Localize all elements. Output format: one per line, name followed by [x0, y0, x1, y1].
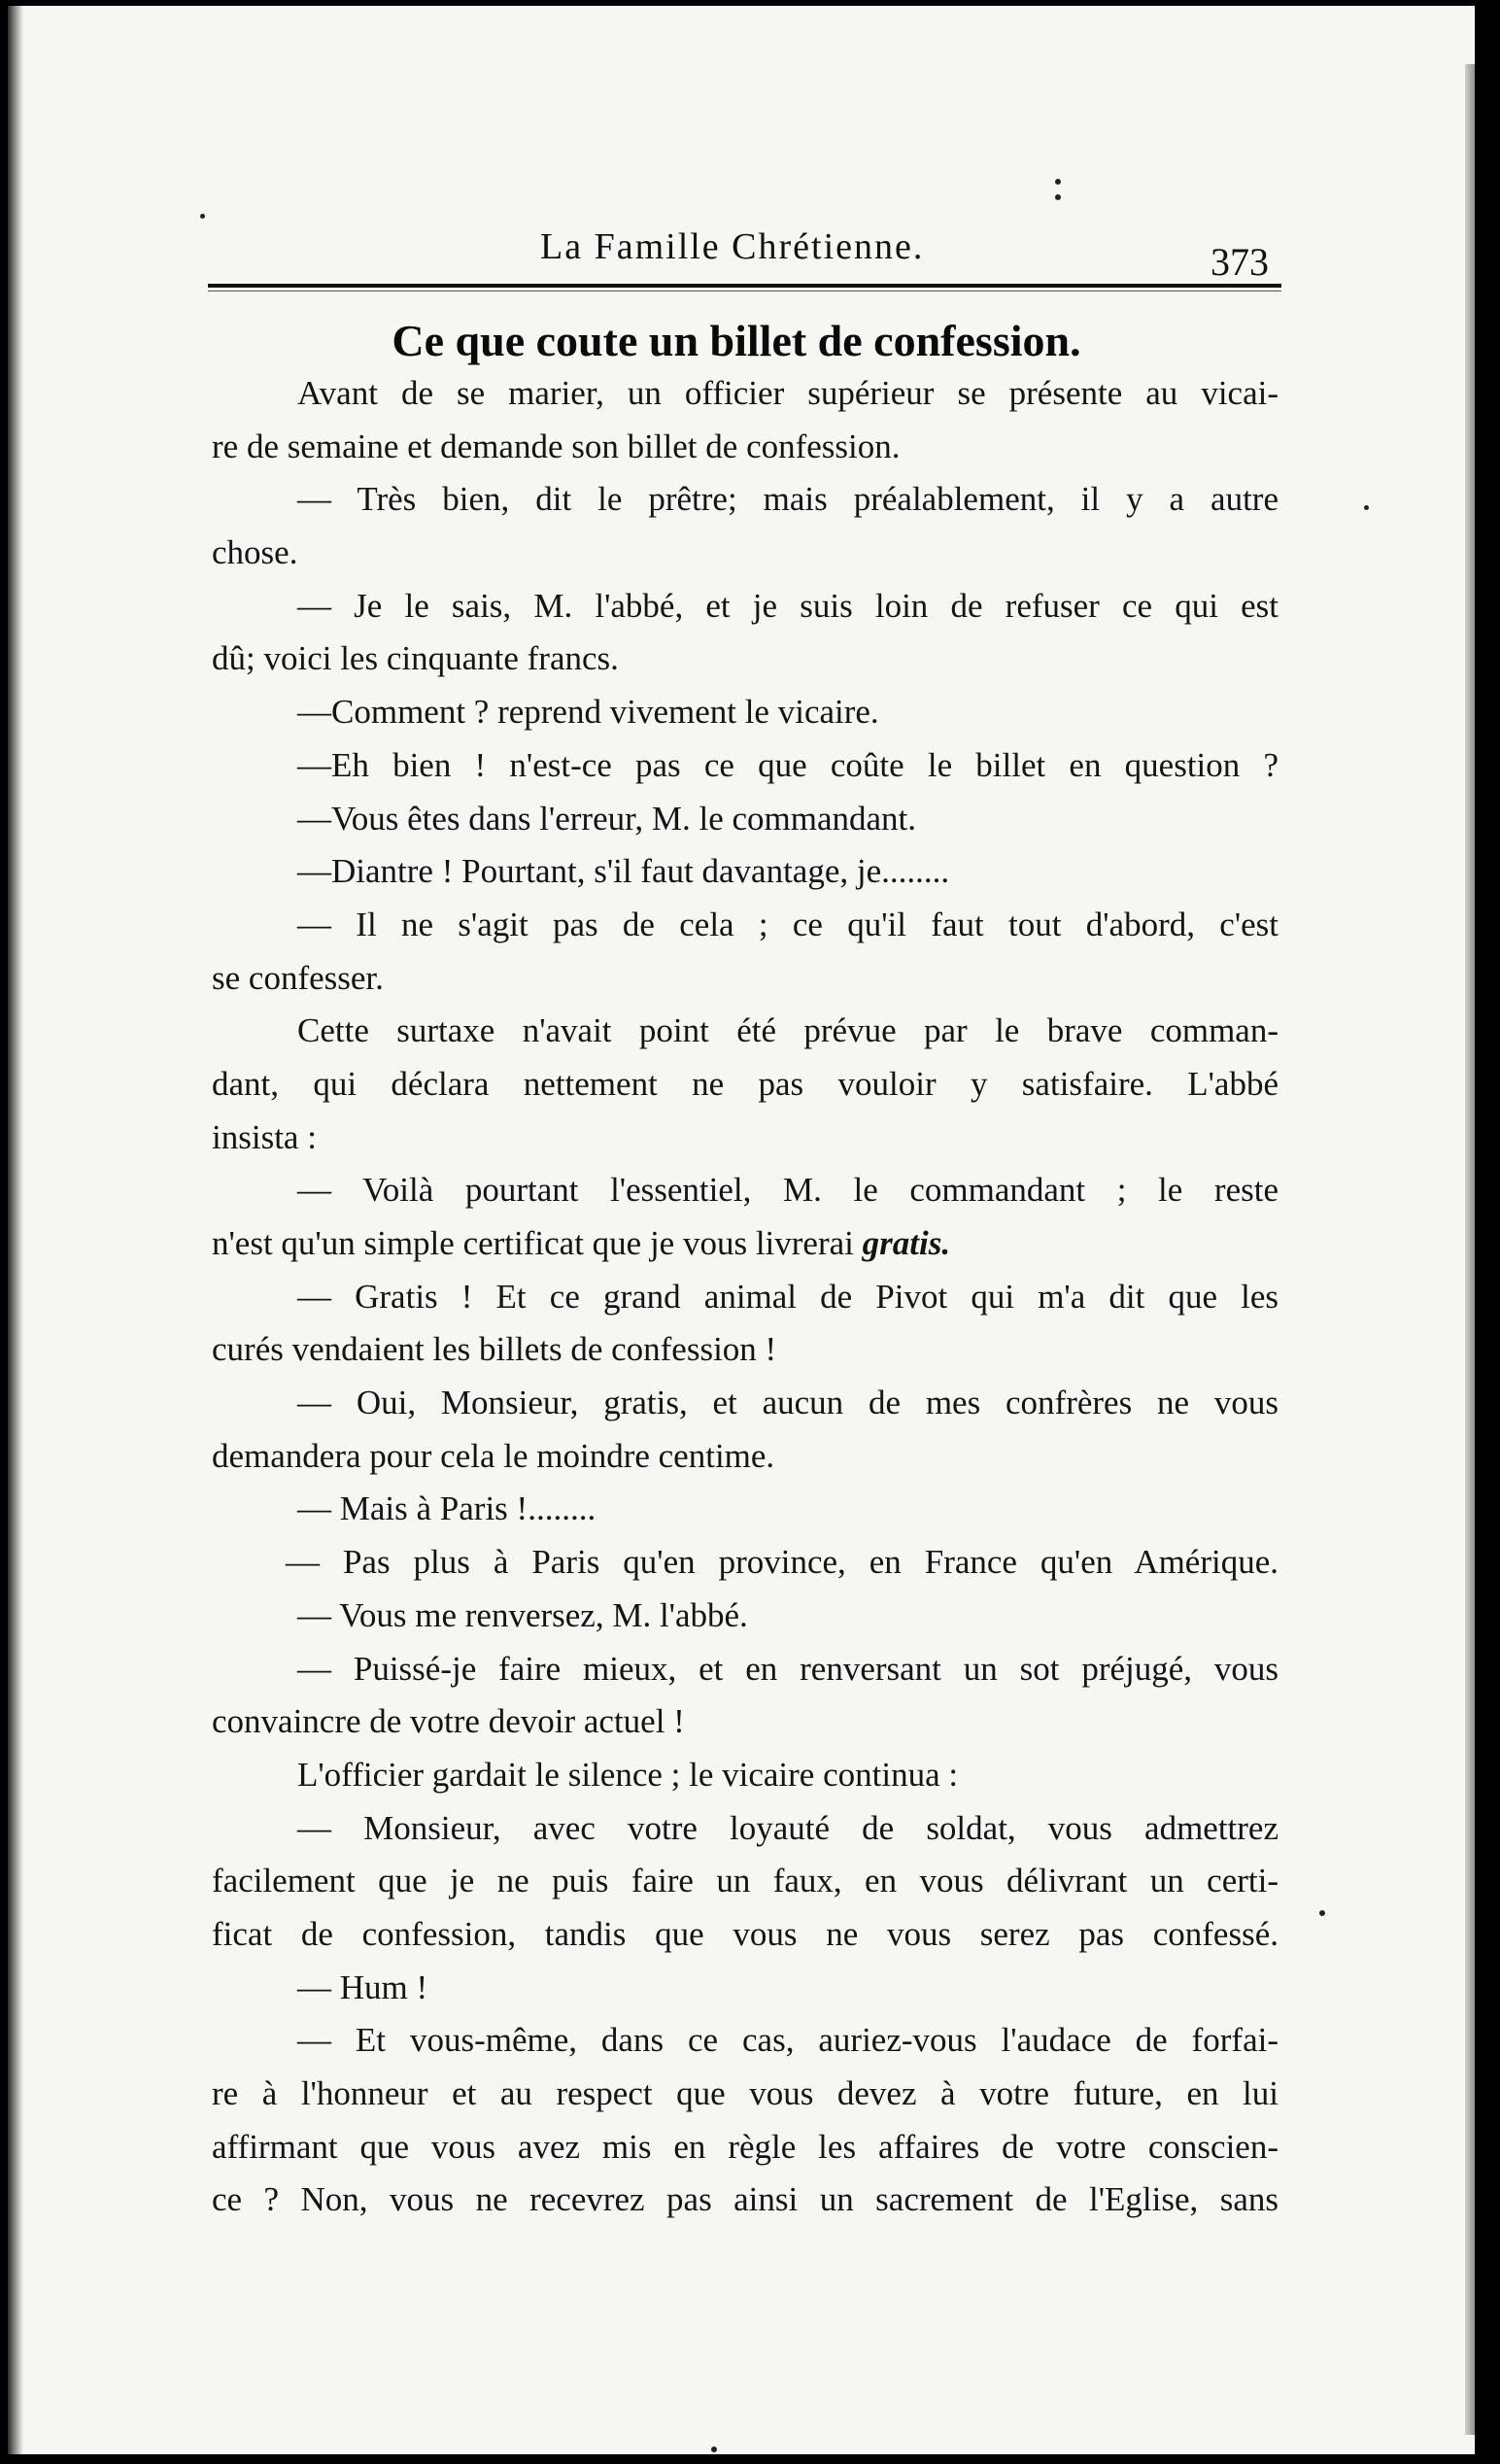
text-line: insista :	[212, 1117, 317, 1156]
text-line: — Très bien, dit le prêtre; mais préalablement, il y a autre	[297, 480, 1278, 519]
ink-speck	[711, 2447, 717, 2452]
text-line: se confesser.	[212, 958, 384, 997]
text-line: — Il ne s'agit pas de cela ; ce qu'il faut tout d'abord, c'est	[297, 905, 1278, 943]
text-line-with-italic	[212, 1217, 1278, 1271]
text-line: — Vous me renversez, M. l'abbé.	[297, 1595, 748, 1634]
text-line: dant, qui déclara nettement ne pas vouloir y satisfaire. L'abbé	[212, 1064, 1278, 1103]
text-line: — Mais à Paris !........	[297, 1489, 597, 1528]
text-line: — Voilà pourtant l'essentiel, M. le commandant ; le reste	[297, 1171, 1278, 1210]
text-line: re de semaine et demande son billet de confession.	[212, 427, 901, 465]
text-line: L'officier gardait le silence ; le vicaire continua :	[297, 1755, 959, 1794]
text-line: affirmant que vous avez mis en règle les affaires de votre conscien-	[212, 2127, 1278, 2166]
text-line: demandera pour cela le moindre centime.	[212, 1436, 775, 1475]
text-line: — Oui, Monsieur, gratis, et aucun de mes confrères ne vous	[297, 1384, 1278, 1422]
header-rule	[208, 284, 1281, 288]
text-line-part: n'est qu'un simple certificat que je vous livrerai	[212, 1224, 854, 1262]
article-title: Ce que coute un billet de confession.	[392, 316, 1081, 365]
text-line: — Gratis ! Et ce grand animal de Pivot qui m'a dit que les	[297, 1277, 1278, 1316]
ink-speck	[1319, 1910, 1325, 1916]
text-line: curés vendaient les billets de confession !	[212, 1330, 777, 1369]
text-line: re à l'honneur et au respect que vous devez à votre future, en lui	[212, 2074, 1278, 2112]
running-head: La Famille Chrétienne.	[540, 226, 925, 267]
text-line: —Eh bien ! n'est-ce pas ce que coûte le billet en question ?	[297, 745, 1278, 784]
text-line: chose.	[212, 533, 298, 572]
text-line: Avant de se marier, un officier supérieur se présente au vicai-	[297, 374, 1278, 412]
page-left-shadow	[8, 6, 23, 2454]
page-right-edge	[1465, 64, 1475, 2435]
text-line: — Pas plus à Paris qu'en province, en France qu'en Amérique.	[286, 1543, 1278, 1582]
ink-speck	[1055, 179, 1061, 185]
text-line: —Vous êtes dans l'erreur, M. le commandant.	[297, 799, 917, 838]
text-line: — Hum !	[297, 1968, 428, 2006]
text-line: ce ? Non, vous ne recevrez pas ainsi un sacrement de l'Eglise, sans	[212, 2180, 1278, 2219]
body-text	[212, 367, 1278, 2227]
book-page	[8, 6, 1475, 2454]
text-line: facilement que je ne puis faire un faux, en vous délivrant un certi-	[212, 1862, 1278, 1900]
text-line: convaincre de votre devoir actuel !	[212, 1702, 685, 1741]
text-line: —Diantre ! Pourtant, s'il faut davantage, je........	[297, 852, 950, 891]
text-line: — Je le sais, M. l'abbé, et je suis loin de refuser ce qui est	[297, 586, 1278, 625]
text-line: dû; voici les cinquante francs.	[212, 639, 619, 678]
text-line: ficat de confession, tandis que vous ne vous serez pas confessé.	[212, 1914, 1278, 1953]
page-number: 373	[1210, 240, 1269, 284]
text-line: —Comment ? reprend vivement le vicaire.	[297, 693, 879, 732]
text-line: — Et vous-même, dans ce cas, auriez-vous l'audace de forfai-	[297, 2021, 1278, 2060]
text-line: — Puissé-je faire mieux, et en renversant un sot préjugé, vous	[297, 1649, 1278, 1688]
ink-speck	[1364, 505, 1369, 510]
italic-word: gratis.	[862, 1224, 951, 1262]
ink-speck	[1055, 194, 1061, 200]
ink-speck	[200, 214, 205, 219]
text-line: Cette surtaxe n'avait point été prévue par le brave comman-	[297, 1011, 1278, 1050]
text-line: — Monsieur, avec votre loyauté de soldat, vous admettrez	[297, 1808, 1278, 1847]
